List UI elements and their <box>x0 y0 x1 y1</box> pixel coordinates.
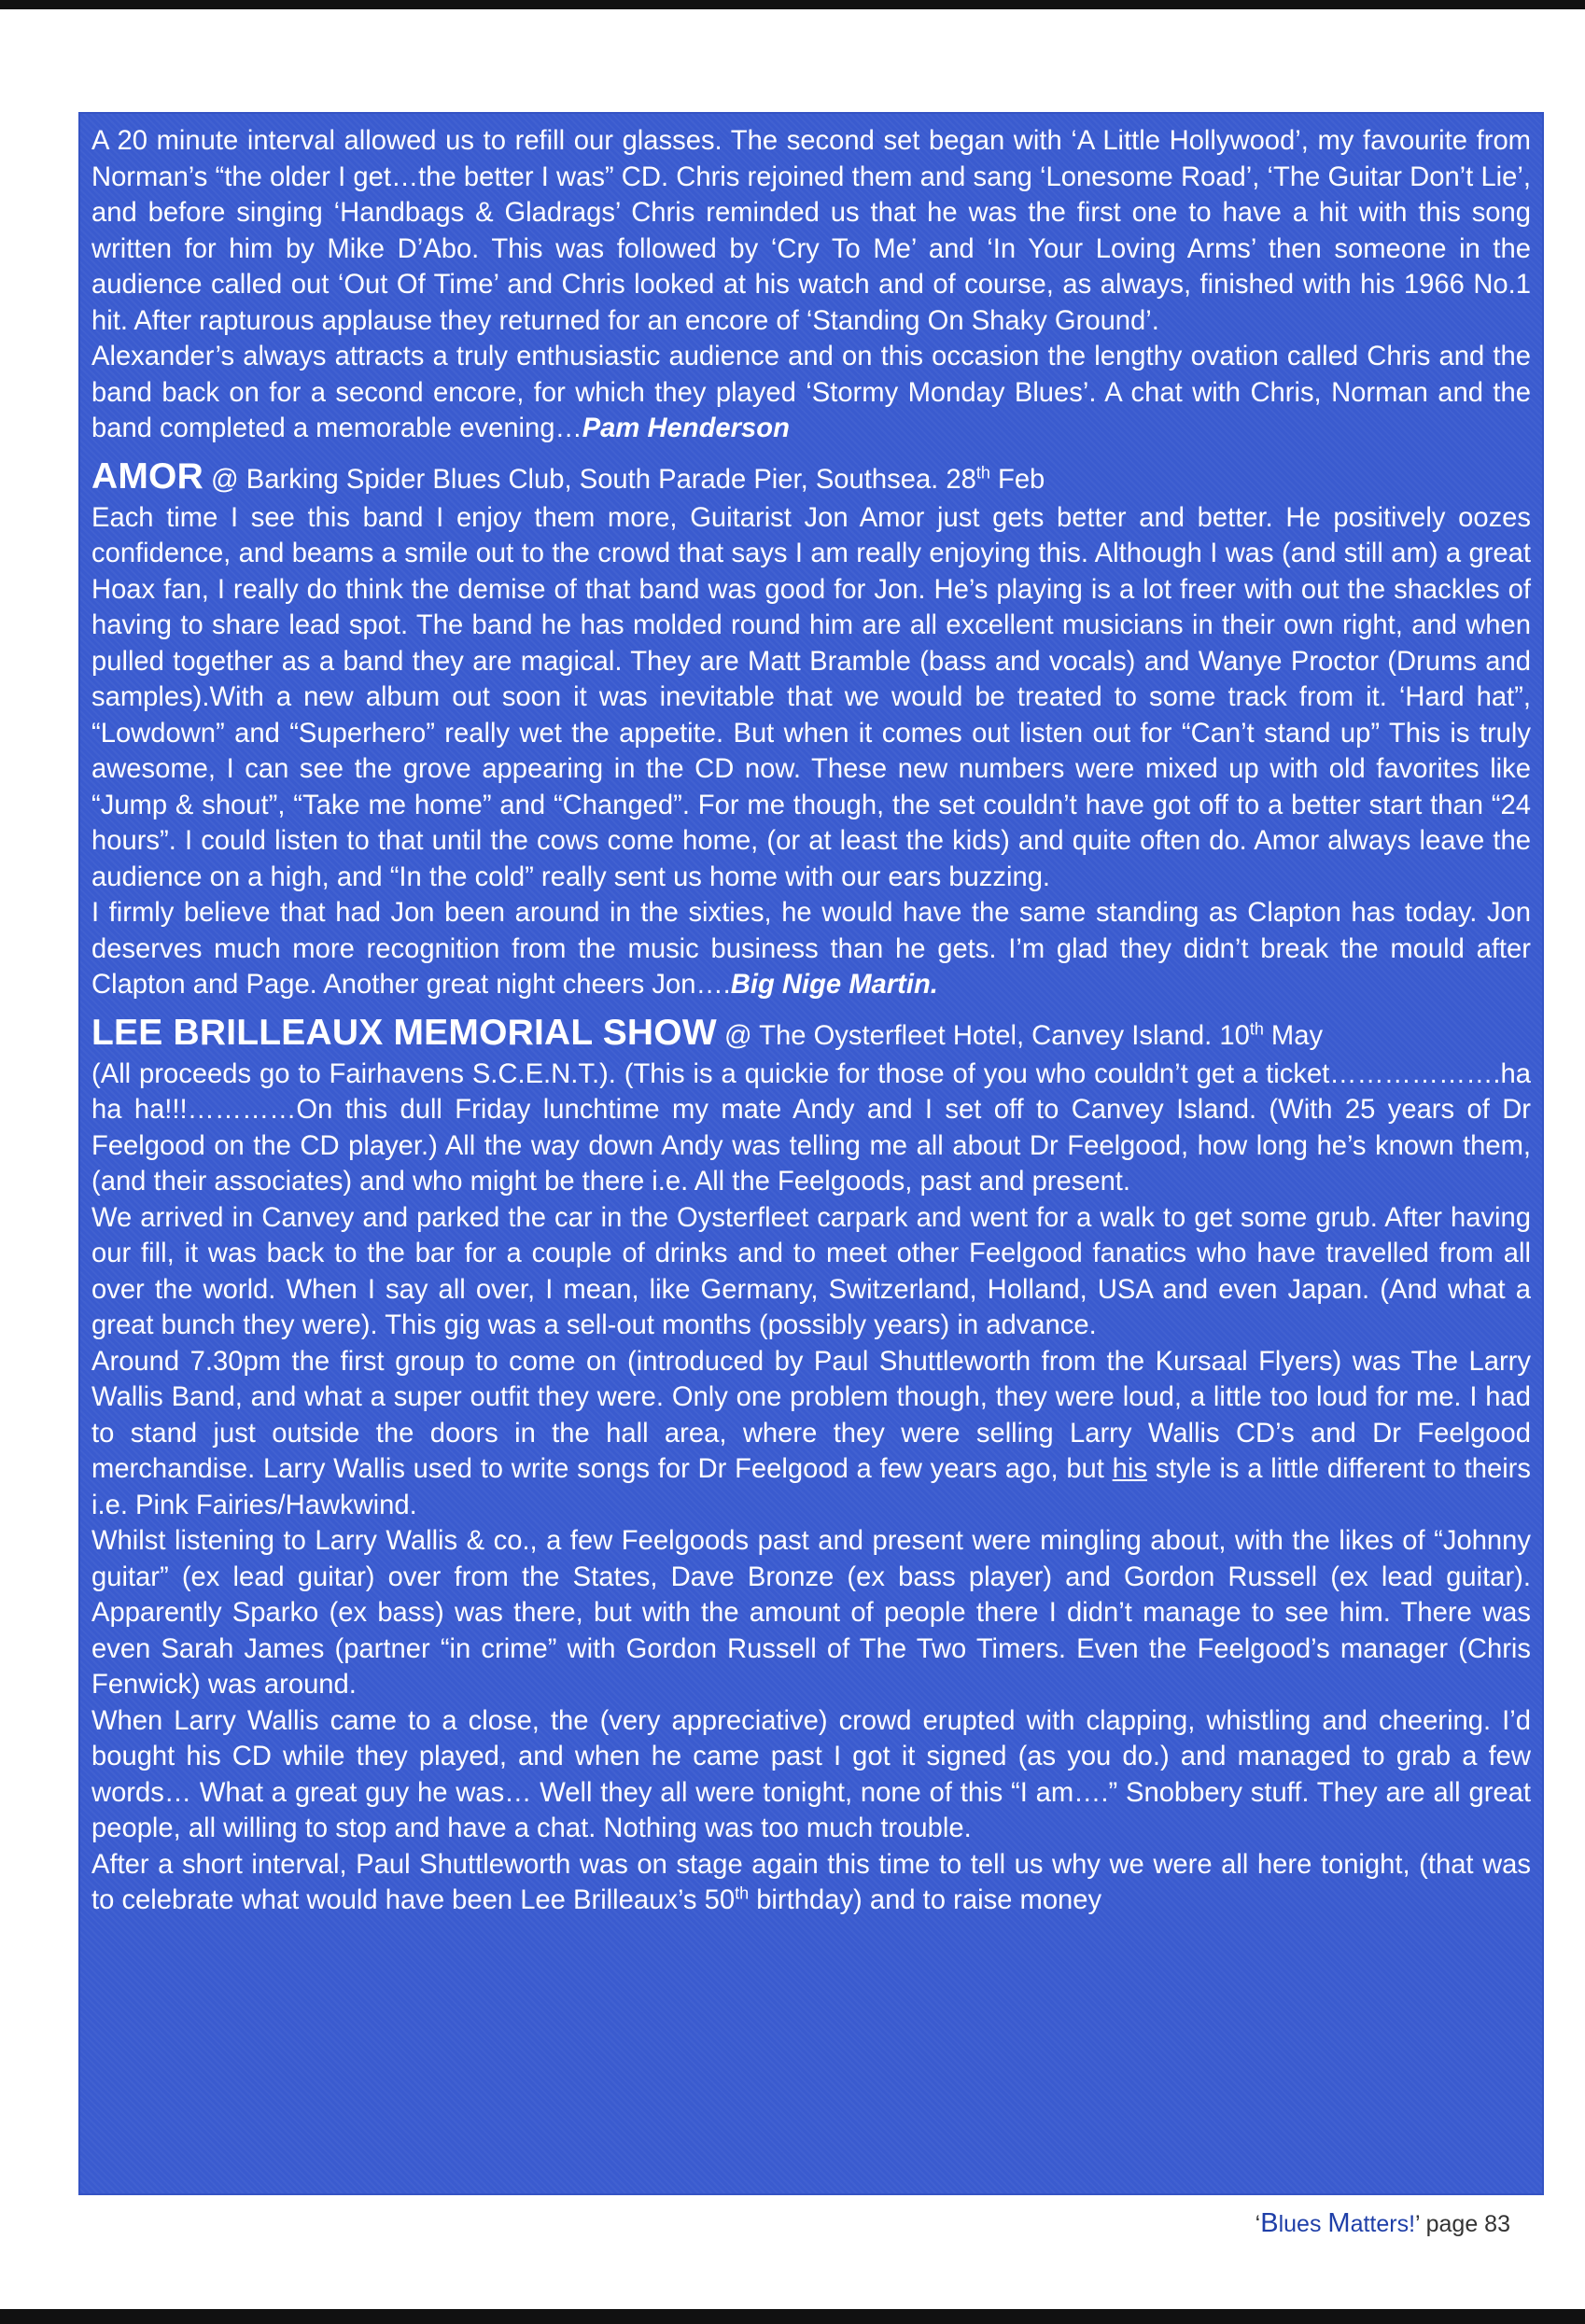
intro-signature: Pam Henderson <box>582 413 790 443</box>
amor-paragraph-2-text: I firmly believe that had Jon been around in the sixties, he would have the same standing as Clapton has today. Jon deserves much more recognition from the music business than he gets. I’m glad they didn’t break the mould after Clapton and Page. Another great night cheers Jon…. <box>91 898 1531 1000</box>
intro-closing-text: Alexander’s always attracts a truly enthusiastic audience and on this occasion the lengthy ovation called Chris and the band back on for a second encore, for which they played ‘Stormy Monday Blues’. A chat with Chris, Norman and the band completed a memorable evening… <box>91 342 1531 443</box>
lee-heading <box>91 1013 1531 1057</box>
lee-paragraph-5: When Larry Wallis came to a close, the (very appreciative) crowd erupted with clapping, whistling and cheering. I’d bought his CD while they played, and when he came past I got it signed (as you do.) and managed to grab a few words… What a great guy he was… Well they all were tonight, none of this “I am….” Snobbery stuff. They are all great people, all willing to stop and have a chat. Nothing was too much trouble. <box>91 1705 1531 1843</box>
footer-quote-open: ‘ <box>1255 2211 1261 2237</box>
lee-paragraph-6-before: After a short interval, Paul Shuttleworth was on stage again this time to tell us why we were all here tonight, (that was to celebrate what would have been Lee Brilleaux’s 50 <box>91 1849 1531 1915</box>
intro-paragraph: A 20 minute interval allowed us to refill our glasses. The second set began with ‘A Little Hollywood’, my favourite from Norman’s “the older I get…the better I was” CD. Chris rejoined them and sang ‘Lonesome Road’, ‘The Guitar Don’t Lie’, and before singing ‘Handbags & Gladrags’ Chris reminded us that he was the first one to have a hit with this song written for him by Mike D’Abo. This was followed by ‘Cry To Me’ and ‘In Your Loving Arms’ then someone in the audience called out ‘Out Of Time’ and Chris looked at his watch and of course, as always, finished with his 1966 No.1 hit. After rapturous applause they returned for an encore of ‘Standing On Shaky Ground’. <box>91 126 1531 336</box>
amor-date-month: Feb <box>989 464 1045 495</box>
page-footer <box>1255 2208 1510 2239</box>
amor-band-name: AMOR <box>91 455 203 497</box>
footer-brand-m: M <box>1327 2208 1351 2238</box>
lee-paragraph-1: (All proceeds go to Fairhavens S.C.E.N.T.). (This is a quickie for those of you who couldn’t get a ticket……………….ha ha ha!!!…………On this dull Friday lunchtime my mate Andy and I set off to Canvey Island. (With 25 years of Dr Feelgood on the CD player.) All the way down Andy was telling me all about Dr Feelgood, how long he’s known them, (and their associates) and who might be there i.e. All the Feelgoods, past and present. <box>91 1058 1531 1197</box>
footer-brand-b: B <box>1260 2208 1279 2238</box>
lee-paragraph-3 <box>91 1344 1531 1524</box>
intro-closing-paragraph <box>91 339 1531 447</box>
lee-venue: @ The Oysterfleet Hotel, Canvey Island. 10 <box>716 1020 1250 1051</box>
lee-paragraph-3-after: style is a little different to theirs i.e. Pink Fairies/Hawkwind. <box>91 1454 1531 1520</box>
amor-signature: Big Nige Martin. <box>730 970 938 1000</box>
lee-date-suffix: th <box>1249 1018 1264 1038</box>
article-panel <box>78 112 1544 2195</box>
lee-paragraph-4: Whilst listening to Larry Wallis & co., a few Feelgoods past and present were mingling about, with the likes of “Johnny guitar” (ex lead guitar) over from the States, Dave Bronze (ex bass player) and Gordon Russell (ex lead guitar). Apparently Sparko (ex bass) was there, but with the amount of people there I didn’t manage to see him. There was even Sarah James (partner “in crime” with Gordon Russell of The Two Timers. Even the Feelgood’s manager (Chris Fenwick) was around. <box>91 1526 1531 1700</box>
amor-heading <box>91 456 1531 500</box>
lee-paragraph-6 <box>91 1847 1531 1919</box>
amor-paragraph-2 <box>91 895 1531 1003</box>
lee-date-month: May <box>1263 1020 1324 1051</box>
amor-paragraph-1: Each time I see this band I enjoy them more, Guitarist Jon Amor just gets better and better. He positively oozes confidence, and beams a smile out to the crowd that says I am really enjoying this. Although I was (and still am) a great Hoax fan, I really do think the demise of that band was good for Jon. He’s playing is a lot freer with out the shackles of having to share lead spot. The band he has molded round him are all excellent musicians in their own right, and when pulled together as a band they are magical. They are Matt Bramble (bass and vocals) and Wanye Proctor (Drums and samples).With a new album out soon it was inevitable that we would be treated to some track from it. ‘Hard hat”, “Lowdown” and “Superhero” really wet the appetite. But when it comes out listen out for “Can’t stand up” This is truly awesome, I can see the grove appearing in the CD now. These new numbers were mixed up with old favorites like “Jump & shout”, “Take me home” and “Changed”. For me though, the set couldn’t have got off to a better start than “24 hours”. I could listen to that until the cows come home, (or at least the kids) and quite often do. Amor always leave the audience on a high, and “In the cold” really sent us home with our ears buzzing. <box>91 502 1531 892</box>
lee-paragraph-3-underlined: his <box>1112 1454 1147 1484</box>
lee-paragraph-6-suffix: th <box>735 1883 750 1903</box>
lee-paragraph-3-before: Around 7.30pm the first group to come on (introduced by Paul Shuttleworth from the Kursaal Flyers) was The Larry Wallis Band, and what a super outfit they were. Only one problem though, they were loud, a little too loud for me. I had to stand just outside the doors in the hall area, where they were selling Larry Wallis CD’s and Dr Feelgood merchandise. Larry Wallis used to write songs for Dr Feelgood a few years ago, but <box>91 1346 1531 1484</box>
lee-paragraph-6-after: birthday) and to raise money <box>749 1885 1102 1915</box>
bottom-border <box>0 2309 1585 2324</box>
footer-brand-lues: lues <box>1278 2211 1328 2237</box>
lee-show-name: LEE BRILLEAUX MEMORIAL SHOW <box>91 1012 717 1053</box>
lee-paragraph-2: We arrived in Canvey and parked the car in the Oysterfleet carpark and went for a walk to get some grub. After having our fill, it was back to the bar for a couple of drinks and to meet other Feelgood fanatics who have travelled from all over the world. When I say all over, I mean, like Germany, Switzerland, Holland, USA and even Japan. (And what a great bunch they were). This gig was a sell-out months (possibly years) in advance. <box>91 1202 1531 1340</box>
amor-venue: @ Barking Spider Blues Club, South Parade Pier, Southsea. 28 <box>203 464 976 495</box>
amor-date-suffix: th <box>975 462 990 482</box>
footer-page-number: ’ page 83 <box>1415 2211 1510 2237</box>
top-border <box>0 0 1585 9</box>
footer-brand-atters: atters! <box>1350 2211 1416 2237</box>
